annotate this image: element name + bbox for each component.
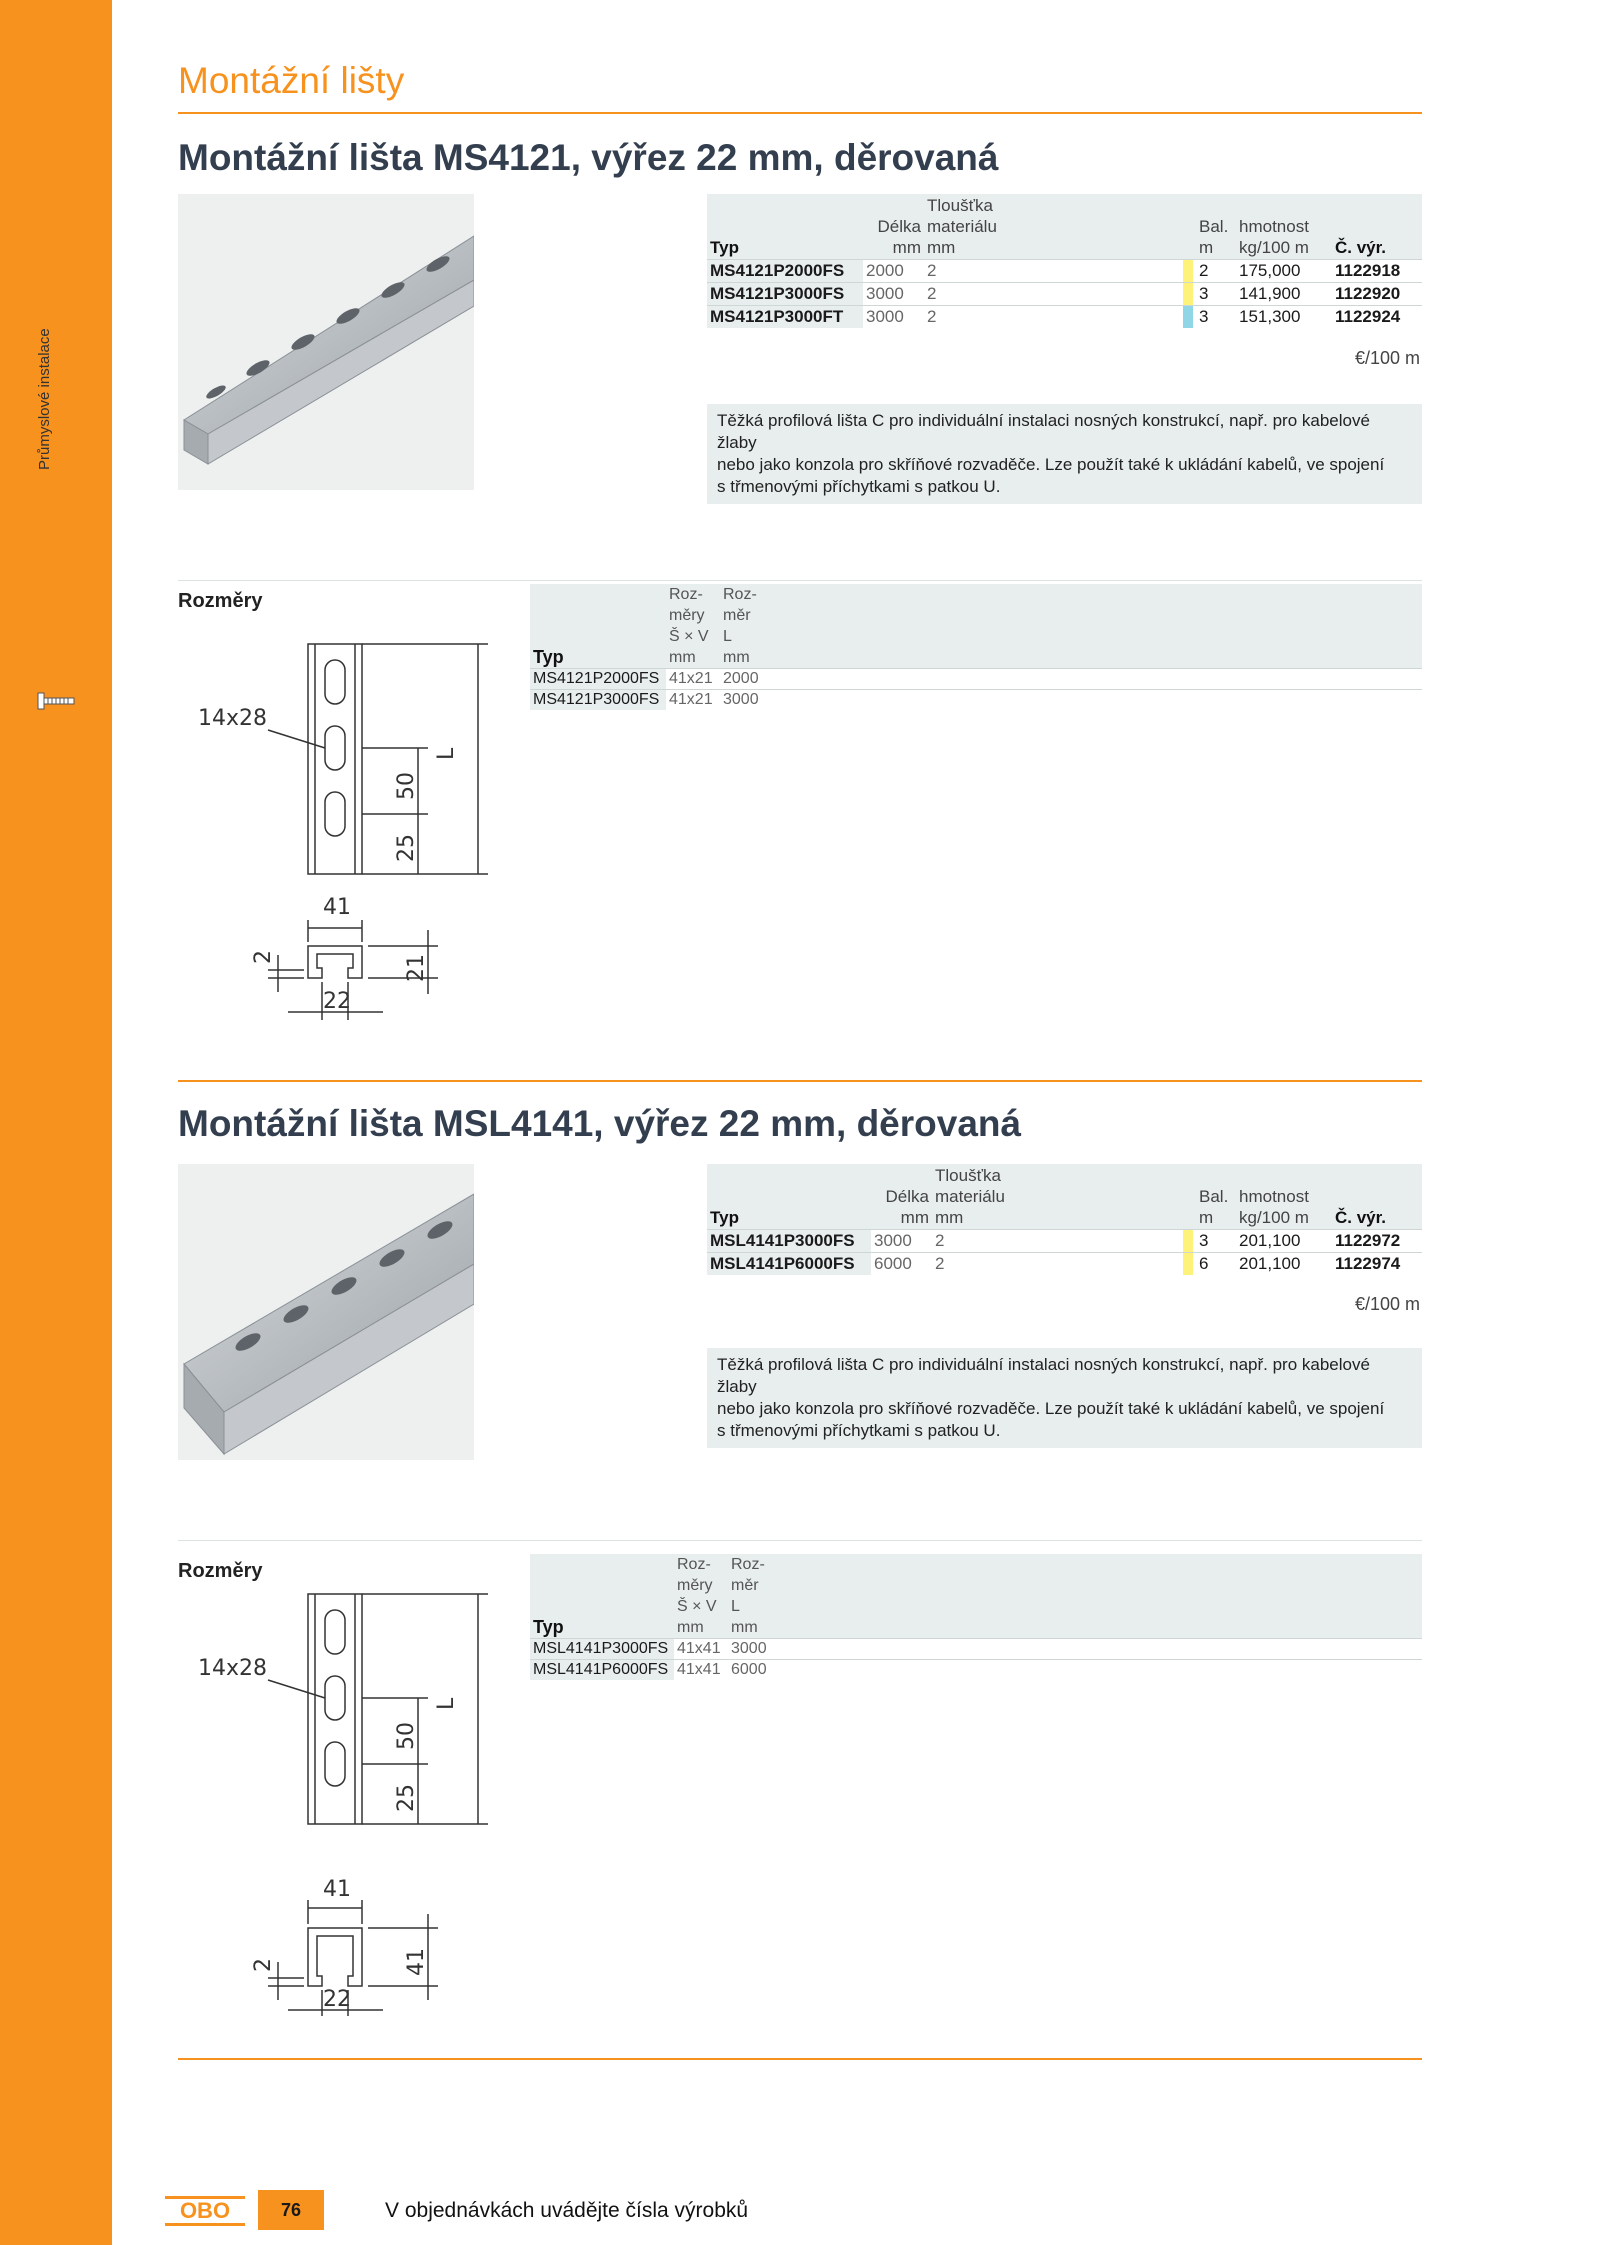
- svg-text:50: 50: [394, 772, 419, 800]
- svg-text:41: 41: [323, 1877, 351, 1902]
- section-title: Montážní lišta MSL4141, výřez 22 mm, děrovaná: [178, 1103, 1022, 1144]
- col-tloustka: Tloušťka materiálu mm: [927, 196, 997, 257]
- color-swatch: [1183, 260, 1193, 282]
- svg-text:50: 50: [394, 1722, 419, 1750]
- svg-text:25: 25: [394, 1784, 419, 1812]
- section-title: Montážní lišta MS4121, výřez 22 mm, děrovaná: [178, 137, 999, 178]
- table-row: MS4121P2000FS 41x21 2000: [530, 669, 1422, 690]
- svg-text:L: L: [434, 1697, 459, 1710]
- dimension-drawing: [178, 630, 498, 1030]
- col-delka: Délka mm: [877, 217, 921, 257]
- table-row: MSL4141P3000FS 3000 2 3 201,100 1122972: [707, 1230, 1422, 1253]
- obo-logo: [165, 2196, 245, 2226]
- sidebar-label: Průmyslové instalace: [36, 328, 53, 470]
- product-photo: [178, 1164, 474, 1460]
- price-unit: €/100 m: [1354, 1294, 1420, 1314]
- svg-text:41: 41: [404, 1948, 429, 1976]
- table-row: MSL4141P6000FS 41x41 6000: [530, 1660, 1422, 1681]
- color-swatch: [1183, 283, 1193, 305]
- product-description: Těžká profilová lišta C pro individuální instalaci nosných konstrukcí, např. pro kabelové žlaby nebo jako konzola pro skříňové rozvaděče. Lze použít také k ukládání kabelů, ve spojení s třmenovými příchytkami s patkou U.: [707, 1348, 1422, 1448]
- color-swatch: [1183, 1230, 1193, 1252]
- table-row: MS4121P3000FS 3000 2 3 141,900 1122920: [707, 283, 1422, 306]
- rail-image: [178, 1164, 474, 1460]
- separator: [178, 1540, 1422, 1541]
- dimensions-label: Rozměry: [178, 1560, 263, 1582]
- col-cvyr: Č. výr.: [1335, 238, 1387, 257]
- color-swatch: [1183, 1253, 1193, 1275]
- col-bal: Bal. m: [1199, 217, 1229, 257]
- sidebar: [0, 0, 112, 2245]
- footer-text: V objednávkách uvádějte čísla výrobků: [385, 2199, 749, 2222]
- price-unit: €/100 m: [1354, 348, 1420, 368]
- footer-rule: [178, 2058, 1422, 2060]
- svg-text:21: 21: [404, 954, 429, 982]
- screw-icon: [36, 690, 80, 712]
- svg-text:2: 2: [251, 950, 276, 964]
- table-row: MSL4141P3000FS 41x41 3000: [530, 1639, 1422, 1660]
- header-rule: [178, 112, 1422, 114]
- svg-text:25: 25: [394, 834, 419, 862]
- section-rule: [178, 1080, 1422, 1082]
- svg-text:OBO: OBO: [179, 2198, 231, 2223]
- svg-text:L: L: [434, 747, 459, 760]
- product-table: Typ Délka mm Tloušťka materiálu mm Bal. m hmotnost kg/100 m Č. výr. MSL4141P3000FS 3000 2 3 201,100 1122972 MSL4141P6000FS 6000 2 6 201,100 1122974: [707, 1164, 1422, 1275]
- svg-text:22: 22: [323, 1987, 351, 2012]
- table-row: MS4121P3000FS 41x21 3000: [530, 690, 1422, 711]
- dimension-drawing: [178, 1580, 498, 2020]
- table-row: MS4121P2000FS 2000 2 2 175,000 1122918: [707, 260, 1422, 283]
- svg-text:2: 2: [251, 1958, 276, 1972]
- rail-image: [178, 194, 474, 490]
- separator: [178, 580, 1422, 581]
- dimensions-table: Typ Roz- měry Š × V mm Roz- měr L mm MS4121P2000FS 41x21 2000 MS4121P3000FS 41x21 3000: [530, 584, 1422, 710]
- svg-text:41: 41: [323, 895, 351, 920]
- col-typ: Typ: [710, 238, 739, 257]
- svg-text:22: 22: [323, 989, 351, 1014]
- slot-label: 14x28: [198, 1656, 268, 1681]
- page-number: 76: [258, 2190, 324, 2230]
- dimensions-table: Typ Roz- měry Š × V mm Roz- měr L mm MSL4141P3000FS 41x41 3000 MSL4141P6000FS 41x41 6000: [530, 1554, 1422, 1680]
- color-swatch: [1183, 306, 1193, 328]
- product-description: Těžká profilová lišta C pro individuální instalaci nosných konstrukcí, např. pro kabelové žlaby nebo jako konzola pro skříňové rozvaděče. Lze použít také k ukládání kabelů, ve spojení s třmenovými příchytkami s patkou U.: [707, 404, 1422, 504]
- table-row: MS4121P3000FT 3000 2 3 151,300 1122924: [707, 306, 1422, 329]
- category-title: Montážní lišty: [178, 60, 405, 101]
- col-hmotnost: hmotnost kg/100 m: [1239, 217, 1309, 257]
- product-table: [707, 194, 1422, 328]
- table-row: MSL4141P6000FS 6000 2 6 201,100 1122974: [707, 1253, 1422, 1276]
- product-photo: [178, 194, 474, 490]
- slot-label: 14x28: [198, 706, 268, 731]
- dimensions-label: Rozměry: [178, 590, 263, 612]
